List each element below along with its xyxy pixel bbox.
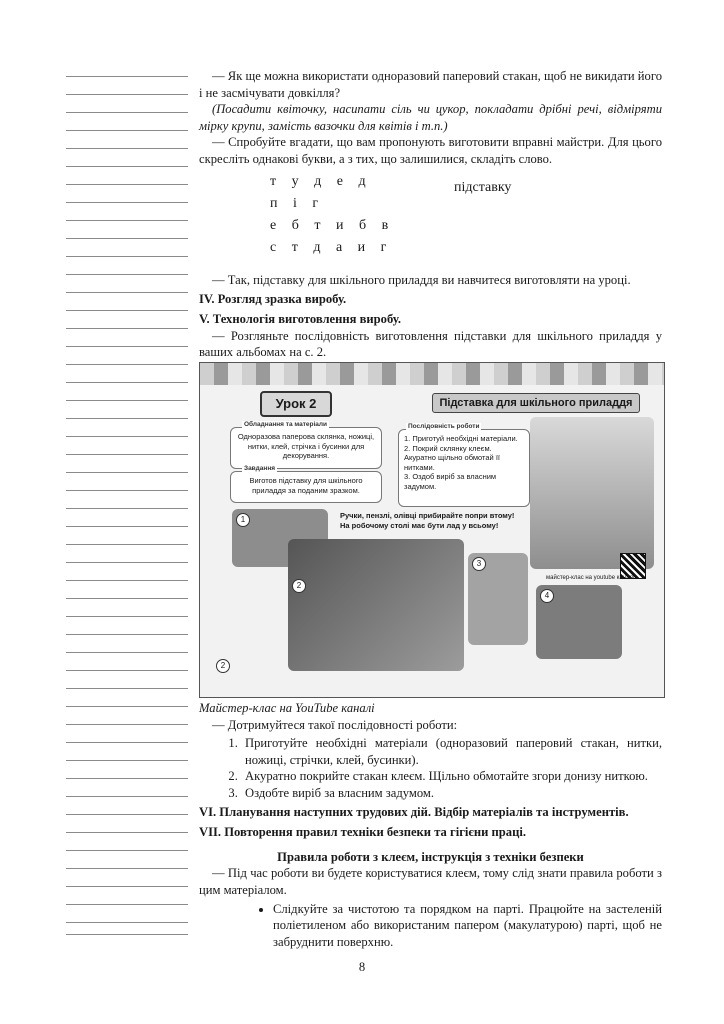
sequence-step: 3. Оздоб виріб за власним задумом. — [404, 472, 497, 491]
middle-text-block — [199, 272, 662, 361]
equipment-label: Обладнання та матеріали — [244, 421, 328, 428]
lesson-album-picture — [199, 362, 665, 698]
question-1: — Як ще можна використати одноразовий паперовий стакан, щоб не викидати його і не засмічувати довкілля? — [199, 69, 662, 100]
puzzle-row: с т д а и г — [270, 240, 393, 255]
rules-title: Правила роботи з клеєм, інструкція з техніки безпеки — [277, 849, 584, 864]
step-number-badge: 4 — [540, 589, 554, 603]
decorative-ribbon — [200, 363, 664, 385]
steps-list — [199, 735, 662, 801]
rules-intro: — Під час роботи ви будете користуватися клеєм, тому слід знати правила роботи з цим матеріалом. — [199, 866, 662, 897]
list-item: 1. Приготуйте необхідні матеріали (одноразовий паперовий стакан, нитки, ножиці, стрічки, клей, бусинки). — [241, 735, 662, 768]
speech-bubble-text: Ручки, пензлі, олівці прибирайте попри втому! На робочому столі має бути лад у всьому! — [340, 511, 515, 530]
margin-note-lines — [66, 70, 188, 940]
step-number-badge: 2 — [292, 579, 306, 593]
task-box — [230, 471, 382, 503]
sequence-step: 1. Приготуй необхідні матеріали. — [404, 434, 518, 443]
step-2-photo — [288, 539, 464, 671]
section-iv-heading: IV. Розгляд зразка виробу. — [199, 291, 347, 306]
task-text: Виготов підставку для шкільного приладдя за поданим зразком. — [249, 476, 363, 495]
equipment-text: Одноразова паперова склянка, ножиці, нитки, клей, стрічка і бусинки для декорування. — [237, 432, 375, 460]
page-number: 8 — [358, 960, 366, 974]
step-number-badge: 3 — [472, 557, 486, 571]
equipment-box — [230, 427, 382, 469]
section-vii-heading: VII. Повторення правил техніки безпеки та гігієни праці. — [199, 825, 526, 840]
master-class-caption: Майстер-клас на YouTube каналі — [199, 701, 375, 715]
list-item: 3. Оздобте виріб за власним задумом. — [241, 785, 662, 802]
page-badge: 2 — [216, 659, 230, 673]
puzzle-answer: підставку — [454, 180, 512, 195]
task-label: Завдання — [244, 465, 276, 472]
answer-1: (Посадити квіточку, насипати сіль чи цукор, покладати дрібні речі, відміряти мірку крупи, замість вазочки для квітів і т.п.) — [199, 102, 662, 133]
section-v-heading: V. Технологія виготовлення виробу. — [199, 312, 401, 327]
after-puzzle-text: — Так, підставку для шкільного приладдя ви навчитеся виготовляти на уроці. — [212, 273, 631, 287]
top-text-block — [199, 68, 662, 168]
finished-holder-photo — [530, 417, 654, 569]
puzzle-row: е б т и б в — [270, 218, 395, 233]
lesson-badge: Урок 2 — [260, 391, 332, 417]
puzzle-row: т у д е д — [270, 174, 372, 189]
question-2: — Спробуйте вгадати, що вам пропонують виготовити вправні майстри. Для цього скресліть однакові букви, а з тих, що залишилися, складіть слово. — [199, 135, 662, 166]
youtube-caption: майстер-клас на youtube каналі — [546, 575, 635, 581]
sequence-box — [398, 429, 530, 507]
section-v-intro: — Розгляньте послідовність виготовлення підставки для шкільного приладдя у ваших альбомах на с. 2. — [199, 328, 662, 360]
step-number-badge: 1 — [236, 513, 250, 527]
lower-text-block — [199, 700, 662, 950]
list-item: 2. Акуратно покрийте стакан клеєм. Щільно обмотайте згори донизу ниткою. — [241, 768, 662, 785]
puzzle-row: п і г — [270, 196, 325, 211]
sequence-label: Послідовність роботи — [408, 423, 480, 430]
list-item: • Слідкуйте за чистотою та порядком на парті. Працюйте на застеленій поліетиленом або використаним папером (макулатурою) парті, щоб не забруднити поверхню. — [273, 901, 662, 951]
follow-sequence-text: — Дотримуйтеся такої послідовності роботи: — [212, 717, 458, 732]
rules-list — [199, 901, 662, 951]
sequence-step: 2. Покрий склянку клеєм. Акуратно щільно обмотай її нитками. — [404, 443, 500, 472]
picture-title: Підставка для шкільного приладдя — [432, 393, 640, 413]
section-vi-heading: VI. Планування наступних трудових дій. Відбір матеріалів та інструментів. — [199, 804, 629, 819]
letter-puzzle — [270, 171, 394, 259]
